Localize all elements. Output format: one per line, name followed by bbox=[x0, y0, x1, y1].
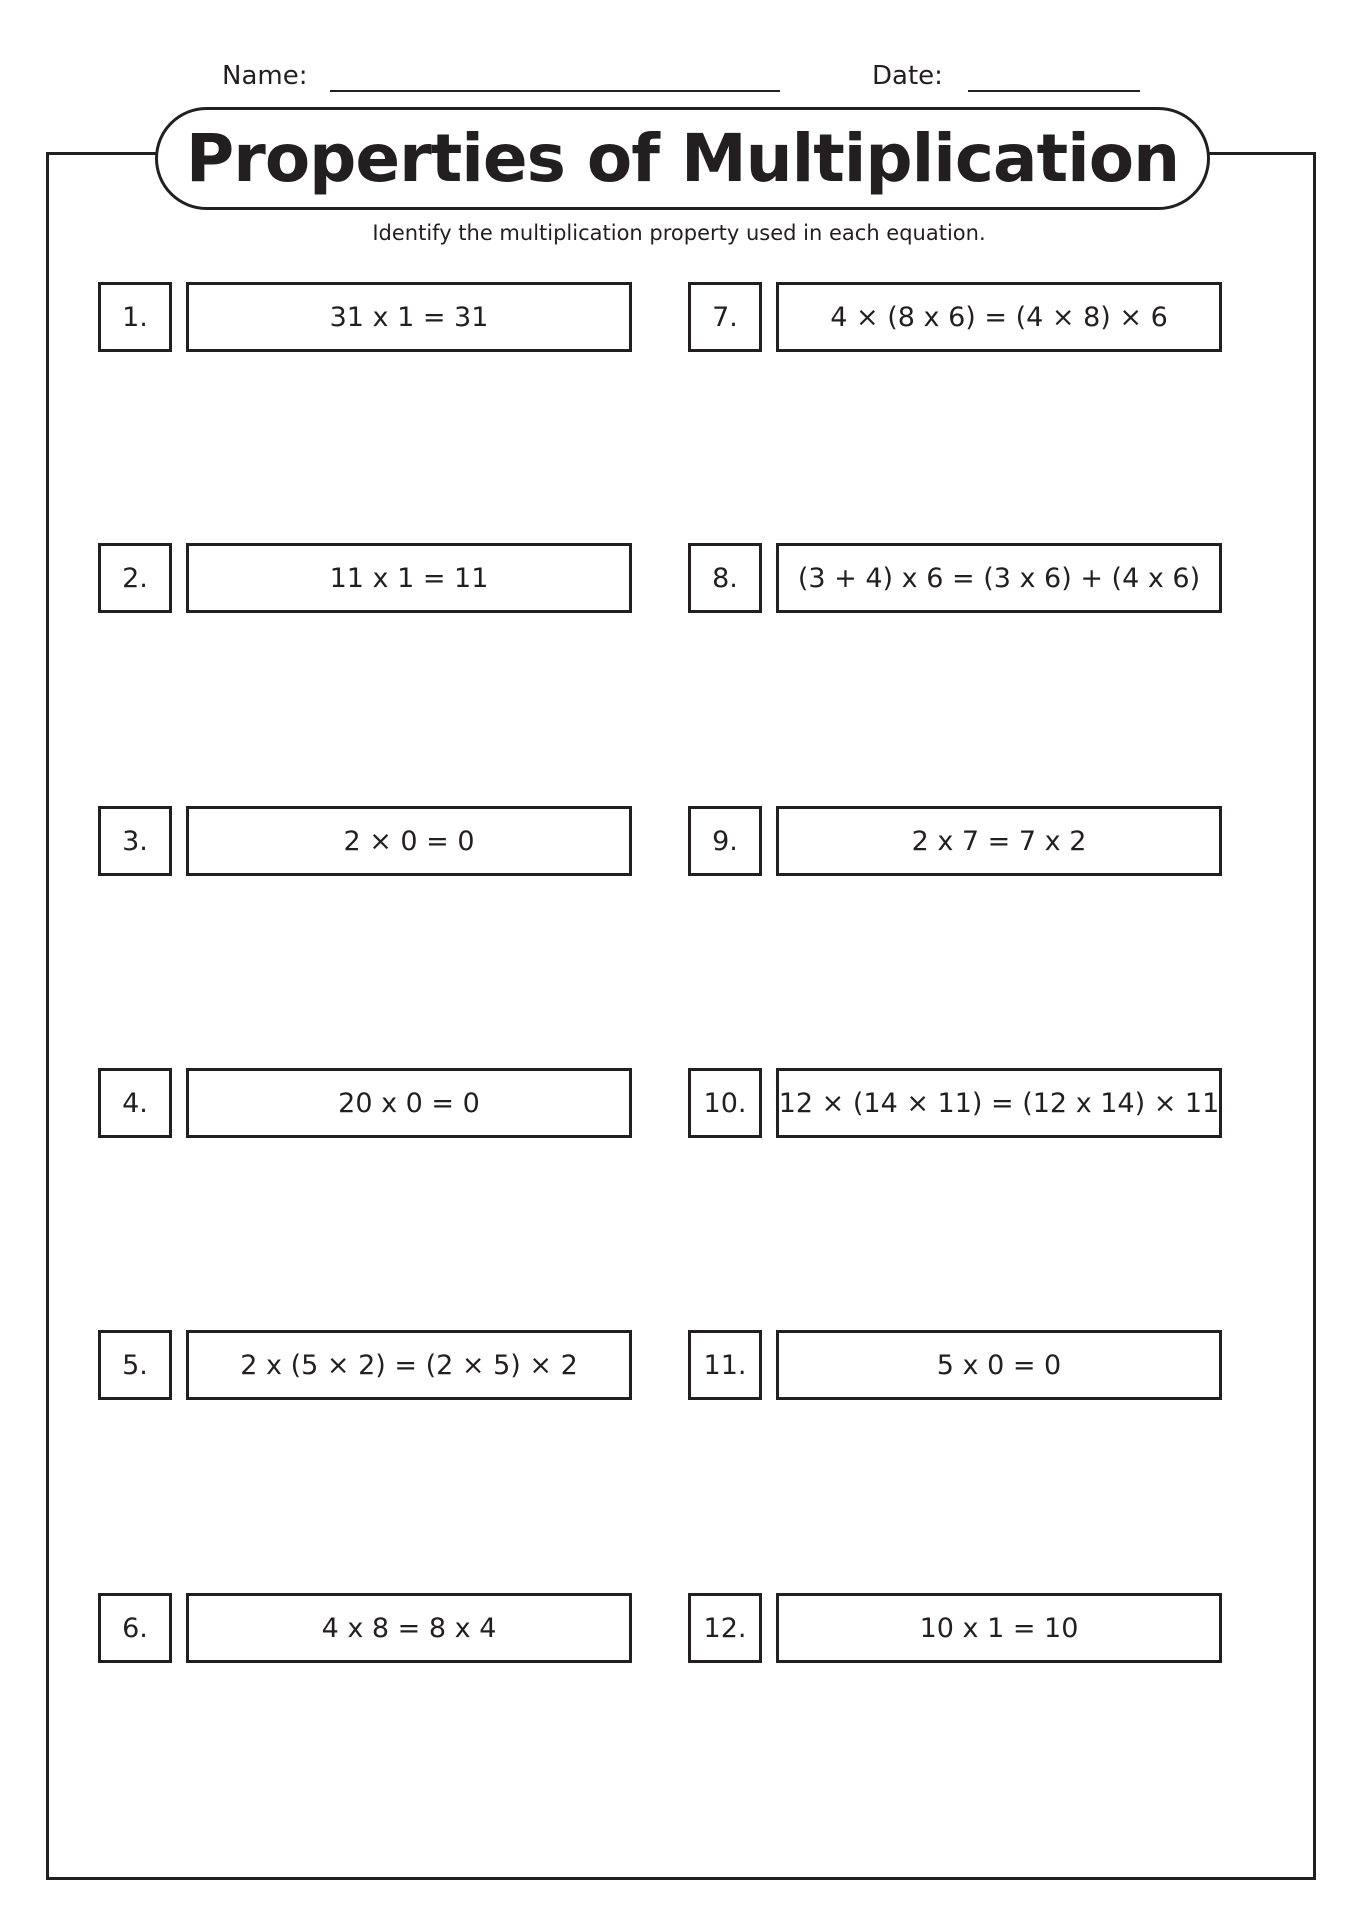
problem-number-box: 11. bbox=[688, 1330, 762, 1400]
equation-box: 12 × (14 × 11) = (12 x 14) × 11 bbox=[776, 1068, 1222, 1138]
date-label: Date: bbox=[872, 61, 943, 91]
problem-number-box: 1. bbox=[98, 282, 172, 352]
equation-box: 2 x 7 = 7 x 2 bbox=[776, 806, 1222, 876]
problem-number-box: 12. bbox=[688, 1593, 762, 1663]
equation-box: 4 × (8 x 6) = (4 × 8) × 6 bbox=[776, 282, 1222, 352]
equation-box: 20 x 0 = 0 bbox=[186, 1068, 632, 1138]
equation-box: (3 + 4) x 6 = (3 x 6) + (4 x 6) bbox=[776, 543, 1222, 613]
equation-box: 5 x 0 = 0 bbox=[776, 1330, 1222, 1400]
equation-box: 2 x (5 × 2) = (2 × 5) × 2 bbox=[186, 1330, 632, 1400]
title-banner bbox=[155, 107, 1210, 210]
equation-box: 4 x 8 = 8 x 4 bbox=[186, 1593, 632, 1663]
equation-box: 11 x 1 = 11 bbox=[186, 543, 632, 613]
problem-number-box: 10. bbox=[688, 1068, 762, 1138]
equation-box: 10 x 1 = 10 bbox=[776, 1593, 1222, 1663]
date-line[interactable] bbox=[968, 90, 1140, 92]
name-line[interactable] bbox=[330, 90, 780, 92]
problem-number-box: 5. bbox=[98, 1330, 172, 1400]
problem-number-box: 7. bbox=[688, 282, 762, 352]
page-title: Properties of Multiplication bbox=[185, 119, 1180, 197]
problem-number-box: 4. bbox=[98, 1068, 172, 1138]
equation-box: 31 x 1 = 31 bbox=[186, 282, 632, 352]
name-label: Name: bbox=[222, 61, 308, 91]
problem-number-box: 9. bbox=[688, 806, 762, 876]
problem-number-box: 3. bbox=[98, 806, 172, 876]
instructions: Identify the multiplication property used in each equation. bbox=[372, 221, 986, 245]
problem-number-box: 6. bbox=[98, 1593, 172, 1663]
equation-box: 2 × 0 = 0 bbox=[186, 806, 632, 876]
problem-number-box: 8. bbox=[688, 543, 762, 613]
problem-number-box: 2. bbox=[98, 543, 172, 613]
